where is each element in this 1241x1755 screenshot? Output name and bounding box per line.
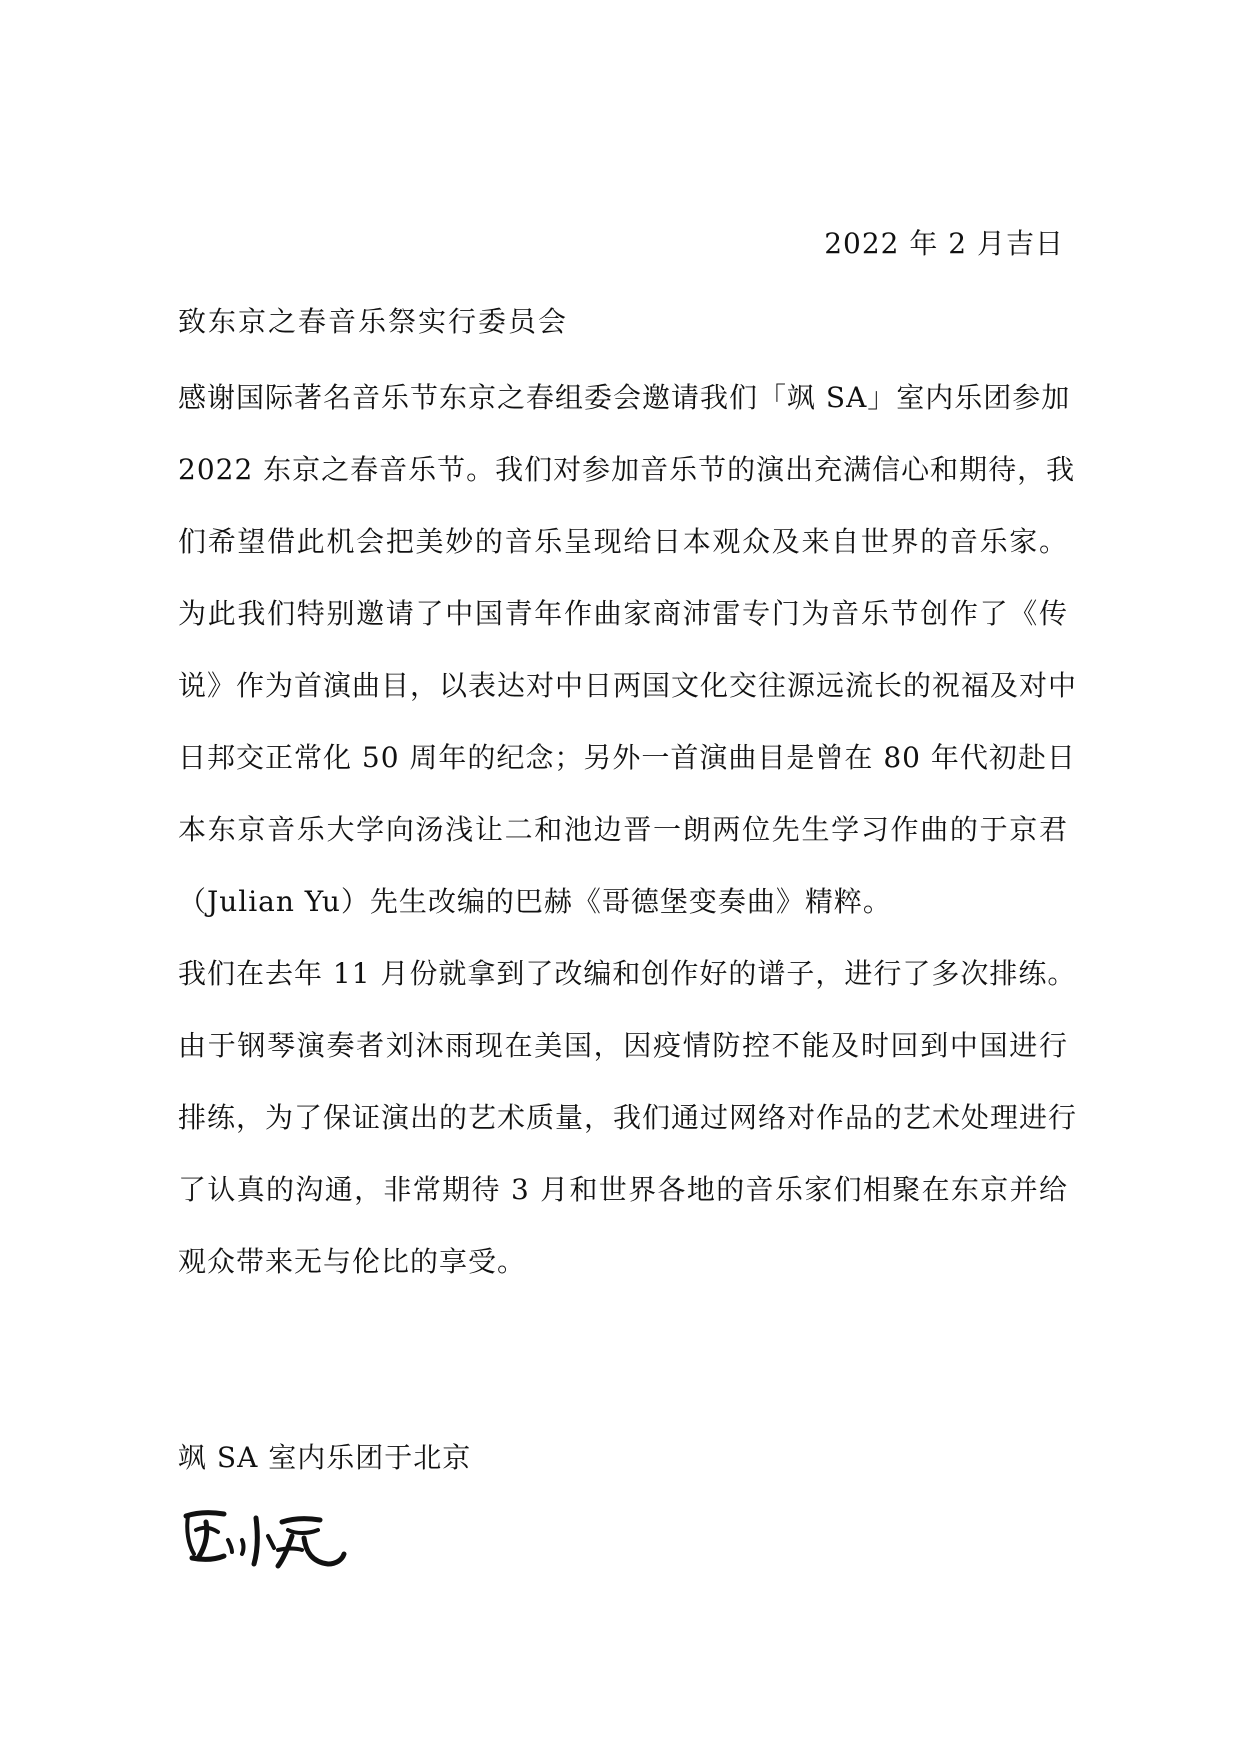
body-line: 们希望借此机会把美妙的音乐呈现给日本观众及来自世界的音乐家。: [178, 525, 1068, 558]
letter-date: 2022 年 2 月吉日: [824, 227, 1064, 260]
body-line: 本东京音乐大学向汤浅让二和池边晋一朗两位先生学习作曲的于京君: [178, 813, 1068, 846]
body-line: 说》作为首演曲目，以表达对中日两国文化交往源远流长的祝福及对中: [178, 669, 1078, 702]
body-line: 排练，为了保证演出的艺术质量，我们通过网络对作品的艺术处理进行: [178, 1101, 1078, 1134]
letter-recipient: 致东京之春音乐祭实行委员会: [178, 305, 569, 338]
handwritten-signature: [178, 1500, 353, 1580]
body-line: 日邦交正常化 50 周年的纪念；另外一首演曲目是曾在 80 年代初赴日: [178, 741, 1076, 774]
body-line: 我们在去年 11 月份就拿到了改编和创作好的谱子，进行了多次排练。: [178, 957, 1077, 990]
letter-sender: 飒 SA 室内乐团于北京: [178, 1441, 472, 1474]
body-line: （Julian Yu）先生改编的巴赫《哥德堡变奏曲》精粹。: [178, 885, 892, 918]
body-line: 为此我们特别邀请了中国青年作曲家商沛雷专门为音乐节创作了《传: [178, 597, 1068, 630]
body-line: 2022 东京之春音乐节。我们对参加音乐节的演出充满信心和期待，我: [178, 453, 1076, 486]
body-line: 感谢国际著名音乐节东京之春组委会邀请我们「飒 SA」室内乐团参加: [178, 381, 1071, 414]
body-line: 由于钢琴演奏者刘沐雨现在美国，因疫情防控不能及时回到中国进行: [178, 1029, 1068, 1062]
body-line: 观众带来无与伦比的享受。: [178, 1245, 527, 1278]
body-line: 了认真的沟通，非常期待 3 月和世界各地的音乐家们相聚在东京并给: [178, 1173, 1068, 1206]
letter-body: [178, 378, 1078, 1314]
